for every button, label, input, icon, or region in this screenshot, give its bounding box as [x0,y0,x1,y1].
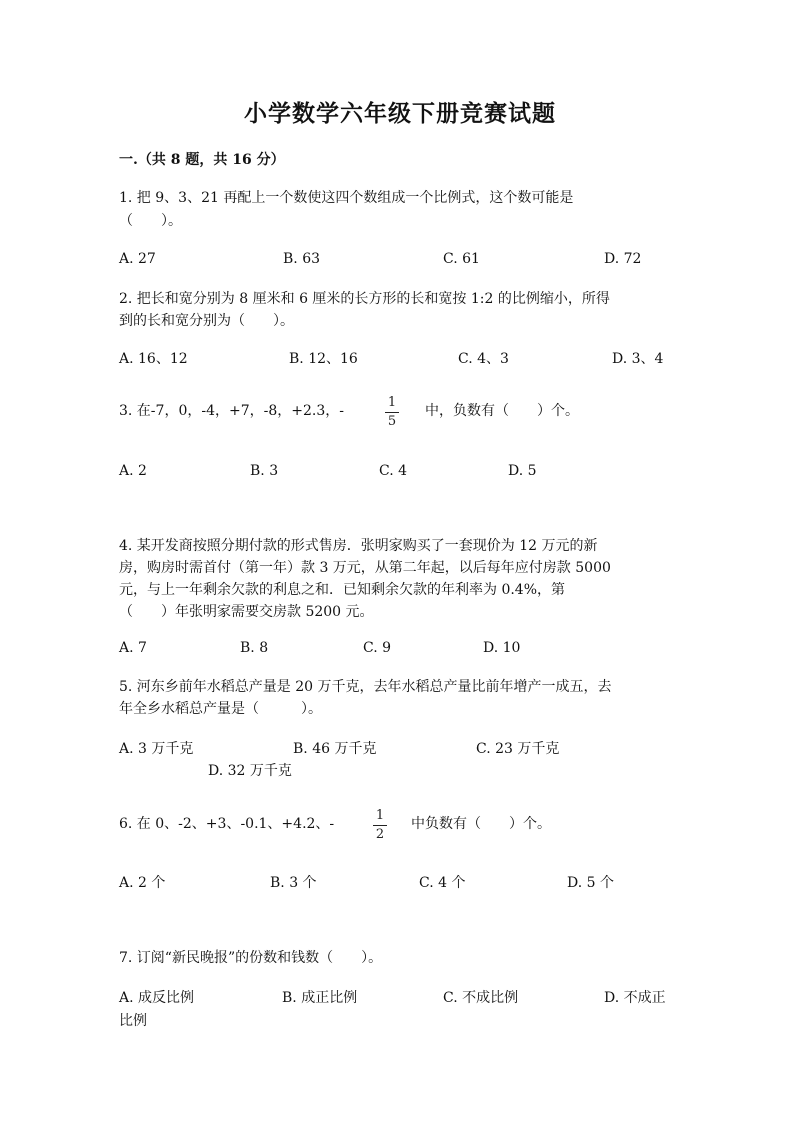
question-3-option-d: D. 5 [508,463,537,479]
fraction-denominator: 2 [375,827,385,842]
question-2-option-b: B. 12、16 [289,351,358,367]
question-5-option-d: D. 32 万千克 [208,763,292,779]
question-6-fraction [372,808,388,843]
fraction-bar [373,825,387,826]
question-5-option-c: C. 23 万千克 [476,741,560,757]
question-4-option-d: D. 10 [483,640,521,656]
question-4-line-3: 元，与上一年剩余欠款的利息之和．已知剩余欠款的年利率为 0.4%，第 [119,582,566,598]
question-6-stem-start: 6. 在 0、-2、+3、-0.1、+4.2、- [119,816,335,832]
question-4-option-c: C. 9 [363,640,392,656]
question-4-option-a: A. 7 [119,640,147,656]
question-1-line-1: 1. 把 9、3、21 再配上一个数使这四个数组成一个比例式，这个数可能是 [119,190,574,206]
question-4-line-4: （ ）年张明家需要交房款 5200 元。 [119,604,374,620]
question-7-option-a: A. 成反比例 [119,990,195,1006]
question-5-option-a: A. 3 万千克 [119,741,194,757]
fraction-numerator: 1 [375,808,385,823]
fraction-numerator: 1 [387,395,397,410]
question-2-line-2: 到的长和宽分别为（ ）。 [119,313,294,329]
section-heading: 一.（共 8 题，共 16 分） [119,152,285,168]
question-7-line-1: 7. 订阅“新民晚报”的份数和钱数（ ）。 [119,950,383,966]
question-6-stem-end: 中负数有（ ）个。 [411,816,551,832]
fraction-bar [385,412,399,413]
question-2-option-c: C. 4、3 [458,351,509,367]
question-5-option-b: B. 46 万千克 [293,741,377,757]
question-6-option-b: B. 3 个 [270,875,317,891]
question-5-line-1: 5. 河东乡前年水稻总产量是 20 万千克，去年水稻总产量比前年增产一成五，去 [119,679,612,695]
fraction-denominator: 5 [387,414,397,429]
question-3-fraction [384,395,400,430]
question-6-option-c: C. 4 个 [419,875,466,891]
question-1-option-b: B. 63 [283,251,321,267]
question-2-option-d: D. 3、4 [612,351,664,367]
question-4-line-1: 4. 某开发商按照分期付款的形式售房．张明家购买了一套现价为 12 万元的新 [119,538,598,554]
question-1-option-a: A. 27 [119,251,156,267]
question-6-option-d: D. 5 个 [567,875,614,891]
question-1-option-d: D. 72 [604,251,642,267]
question-2-line-1: 2. 把长和宽分别为 8 厘米和 6 厘米的长方形的长和宽按 1:2 的比例缩小，所得 [119,291,610,307]
question-1-option-c: C. 61 [443,251,480,267]
question-3-stem-start: 3. 在-7，0，-4，+7，-8，+2.3，- [119,403,344,419]
question-3-option-c: C. 4 [379,463,408,479]
question-7-option-d-wrap: 比例 [119,1013,147,1029]
question-7-option-d: D. 不成正 [604,990,666,1006]
question-6-option-a: A. 2 个 [119,875,166,891]
question-7-option-b: B. 成正比例 [282,990,358,1006]
question-2-option-a: A. 16、12 [119,351,188,367]
question-5-line-2: 年全乡水稻总产量是（ ）。 [119,701,322,717]
question-3-option-a: A. 2 [119,463,147,479]
question-4-line-2: 房，购房时需首付（第一年）款 3 万元，从第二年起，以后每年应付房款 5000 [119,560,611,576]
question-1-line-2: （ ）。 [119,213,182,229]
question-7-option-c: C. 不成比例 [443,990,519,1006]
question-3-stem-end: 中，负数有（ ）个。 [425,403,579,419]
page-title: 小学数学六年级下册竞赛试题 [244,100,556,127]
question-4-option-b: B. 8 [240,640,269,656]
question-3-option-b: B. 3 [250,463,279,479]
